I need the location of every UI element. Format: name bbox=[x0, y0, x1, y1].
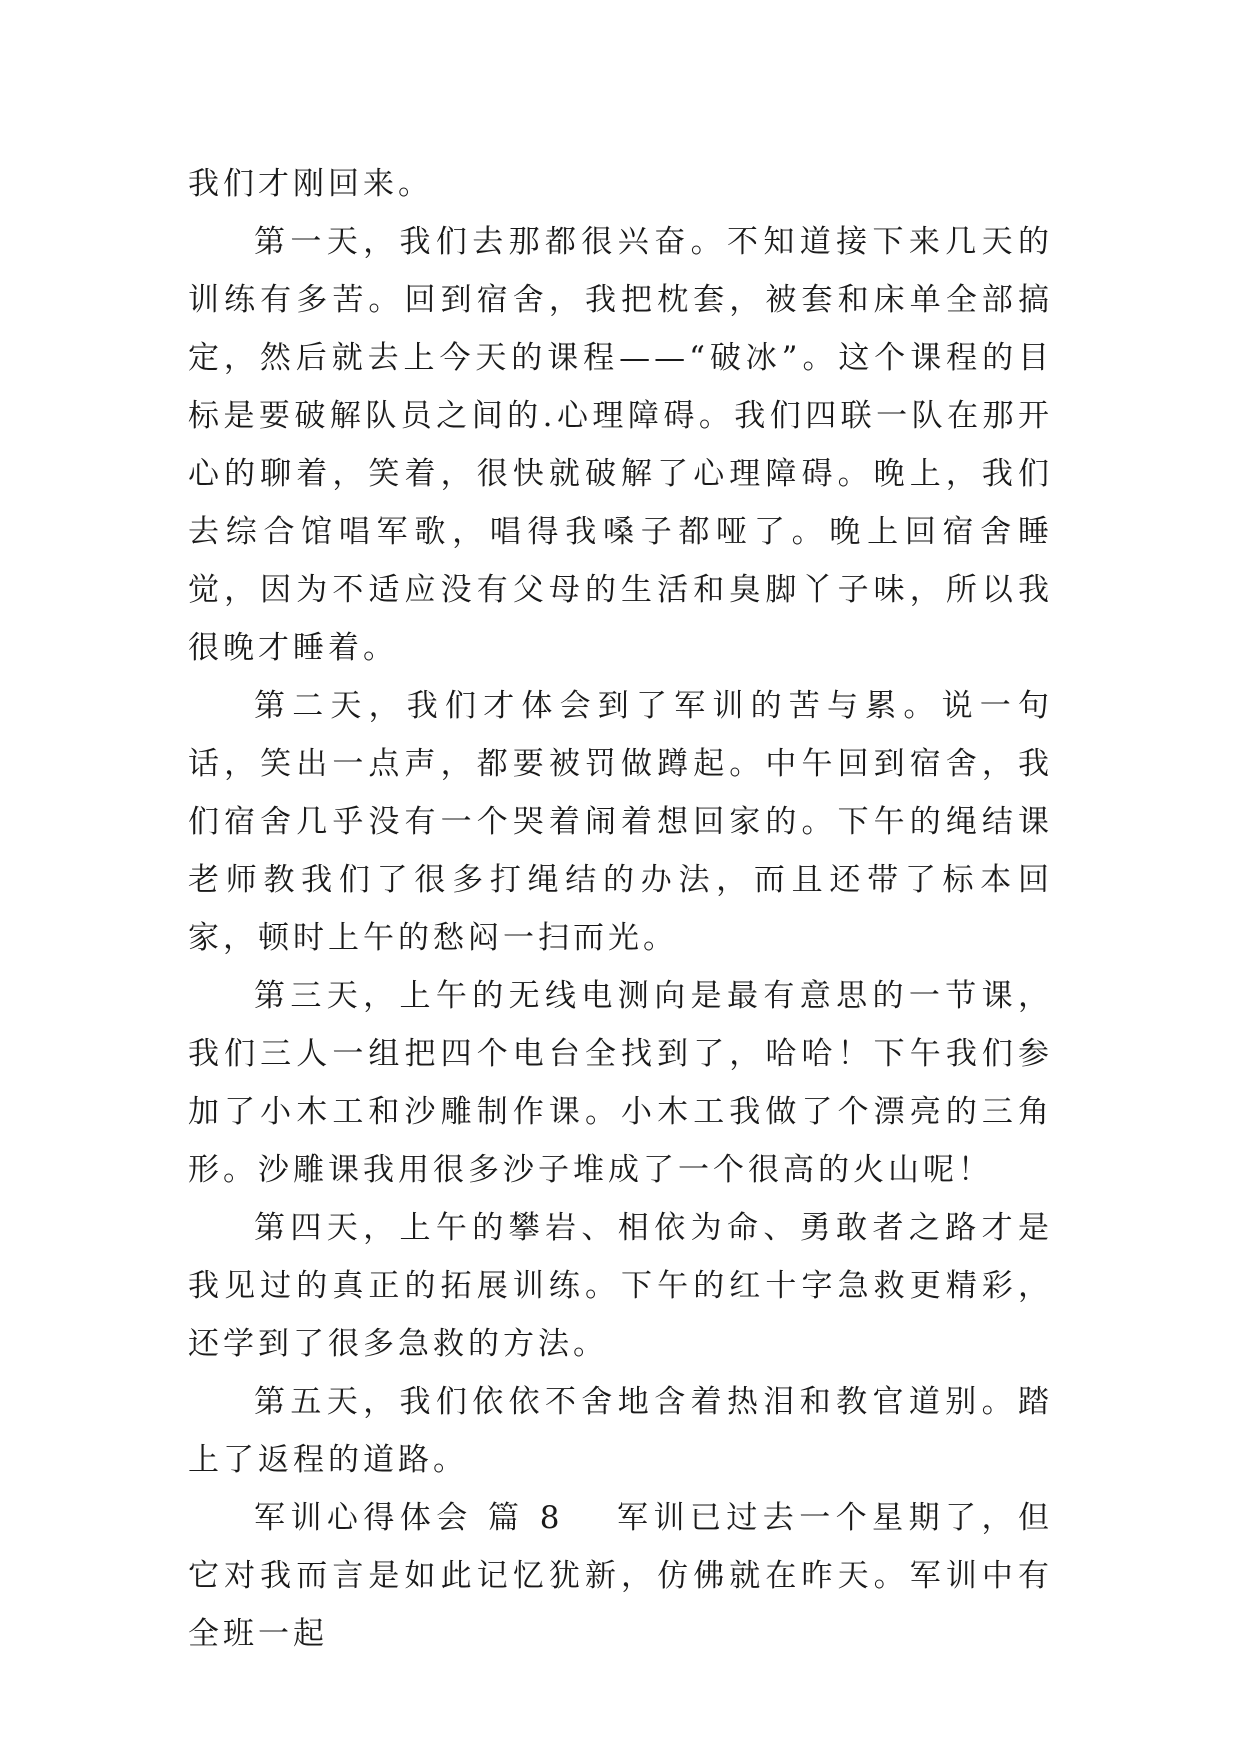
paragraph-day-four: 第四天，上午的攀岩、相依为命、勇敢者之路才是我见过的真正的拓展训练。下午的红十字急救更精彩，还学到了很多急救的方法。 bbox=[188, 1210, 1053, 1362]
paragraph-day-two: 第二天，我们才体会到了军训的苦与累。说一句话，笑出一点声，都要被罚做蹲起。中午回到宿舍，我们宿舍几乎没有一个哭着闹着想回家的。下午的绳结课老师教我们了很多打绳结的办法，而且还带了标本回家，顿时上午的愁闷一扫而光。 bbox=[188, 688, 1053, 956]
paragraph-day-five: 第五天，我们依依不舍地含着热泪和教官道别。踏上了返程的道路。 bbox=[188, 1384, 1053, 1478]
paragraph-day-one: 第一天，我们去那都很兴奋。不知道接下来几天的训练有多苦。回到宿舍，我把枕套，被套和床单全部搞定，然后就去上今天的课程——“破冰”。这个课程的目标是要破解队员之间的.心理障碍。我们四联一队在那开心的聊着，笑着，很快就破解了心理障碍。晚上，我们去综合馆唱军歌，唱得我嗓子都哑了。晚上回宿舍睡觉，因为不适应没有父母的生活和臭脚丫子味，所以我很晚才睡着。 bbox=[188, 224, 1053, 666]
section-body: 军训已过去一个星期了，但它对我而言是如此记忆犹新，仿佛就在昨天。军训中有全班一起 bbox=[188, 1500, 1053, 1652]
section-heading: 军训心得体会 篇 8 bbox=[254, 1500, 564, 1536]
paragraph-day-three: 第三天，上午的无线电测向是最有意思的一节课，我们三人一组把四个电台全找到了，哈哈！下午我们参加了小木工和沙雕制作课。小木工我做了个漂亮的三角形。沙雕课我用很多沙子堆成了一个很高的火山呢！ bbox=[188, 978, 1053, 1188]
paragraph-continuation: 我们才刚回来。 bbox=[188, 166, 433, 202]
document-body bbox=[188, 155, 1053, 1663]
section-paragraph bbox=[188, 1489, 1053, 1663]
